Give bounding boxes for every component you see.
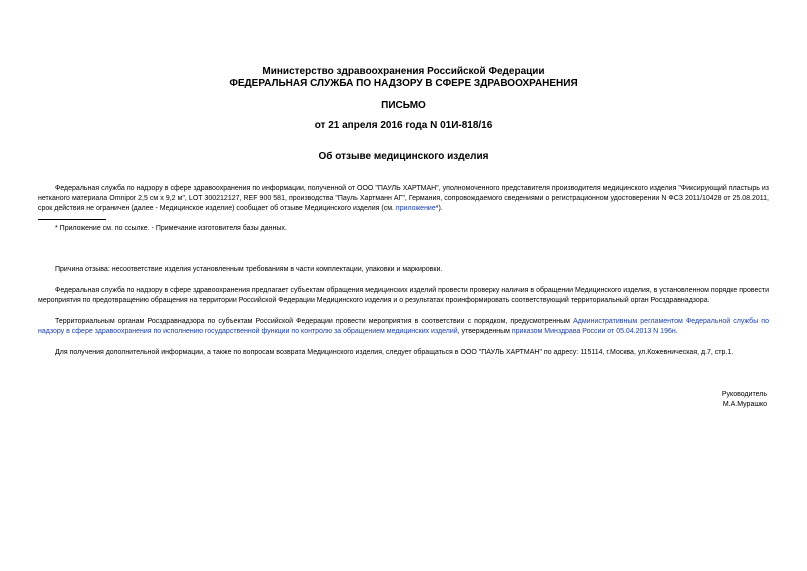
paragraph-text: Территориальным органам Росздравнадзора по субъектам Российской Федерации провести мероприятия в соответствии с порядком, предусмотренным [55,318,574,325]
signatory-title: Руководитель [721,391,767,398]
footnote-divider [38,219,106,220]
signature-block [722,390,767,410]
document-subject: Об отзыве медицинского изделия [318,151,489,162]
letter-header [0,66,807,90]
regulation-link[interactable]: Административным регламентом Федеральной службы по надзору в сфере здравоохранения по исполнению государственной функции по контролю за обращением медицинских изделий [38,318,769,335]
appendix-link[interactable]: приложение [395,205,436,212]
paragraph-reason: Причина отзыва: несоответствие изделия установленным требованиям в части комплектации, упаковки и маркировки. [55,266,443,273]
paragraph-tail: . [675,328,678,335]
paragraph-recall-notice [38,184,769,214]
signatory-name: М.А.Мурашко [722,401,767,408]
order-link[interactable]: приказом Минздрава России от 05.04.2013 N 196н [511,328,676,335]
footnote: * Приложение см. по ссылке. - Примечание изготовителя базы данных. [55,225,287,232]
paragraph-territorial-bodies [38,317,769,337]
document-date-number: от 21 апреля 2016 года N 01И-818/16 [314,120,493,131]
paragraph-text-mid: , утвержденным [457,328,512,335]
document-type: ПИСЬМО [381,100,426,111]
paragraph-contacts: Для получения дополнительной информации, а также по вопросам возврата Медицинского изделия, следует обращаться в ООО "ПАУЛЬ ХАРТМАН" по адресу: 115114, г.Москва, ул.Кожевническая, д.7, стр.1. [55,349,734,356]
ministry-name: Министерство здравоохранения Российской Федерации [262,66,545,77]
paragraph-tail: *). [435,205,443,212]
paragraph-text: Федеральная служба по надзору в сфере здравоохранения по информации, полученной от ООО "ПАУЛЬ ХАРТМАН", уполномоченного представителя производителя медицинского изделия "Фиксирующий пластырь из нетканого материала Omnipor 2,5 см х 9,2 м", LOT 300212127, REF 900 581, производства "Пауль Хартманн АГ", Германия, сопровождаемого сведениями о регистрационном удостоверении N ФСЗ 2011/10428 от 25.08.2011, срок действия не ограничен (далее - Медицинское изделие) сообщает об отзыве Медицинского изделия (см. [38,185,769,212]
service-name: ФЕДЕРАЛЬНАЯ СЛУЖБА ПО НАДЗОРУ В СФЕРЕ ЗДРАВООХРАНЕНИЯ [229,78,578,89]
paragraph-proposal: Федеральная служба по надзору в сфере здравоохранения предлагает субъектам обращения медицинских изделий провести проверку наличия в обращении Медицинского изделия, в установленном порядке провести мероприятия по предотвращению обращения на территории Российской Федерации Медицинского изделия и о результатах проинформировать соответствующий территориальный орган Росздравнадзора. [38,287,769,304]
